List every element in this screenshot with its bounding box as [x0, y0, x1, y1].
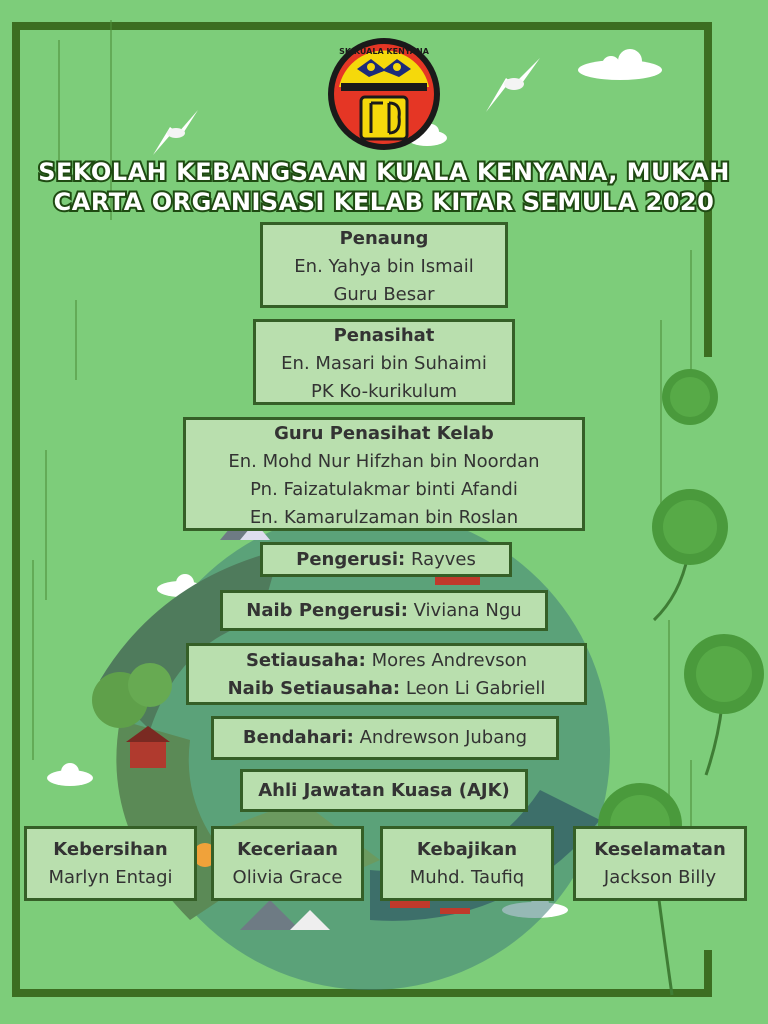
penasihat-title: Penasihat [333, 325, 435, 346]
unit-name: Jackson Billy [603, 867, 717, 888]
rain-streak [690, 250, 692, 370]
naib-setiausaha-label: Naib Setiausaha: [227, 678, 401, 699]
naib-pengerusi-label: Naib Pengerusi: [246, 600, 408, 621]
tree-icon [640, 485, 740, 625]
setiausaha-box [186, 643, 587, 705]
penaung-name: En. Yahya bin Ismail [294, 256, 474, 277]
setiausaha-name: Mores Andrevson [371, 650, 528, 671]
tree-icon [678, 630, 768, 780]
naib-setiausaha-name: Leon Li Gabriell [405, 678, 546, 699]
school-logo [327, 37, 441, 151]
bendahari-label: Bendahari: [242, 727, 354, 748]
tree-icon [655, 365, 725, 435]
unit-box-kebajikan [380, 826, 554, 901]
rain-streak [75, 300, 77, 380]
cloud-icon [575, 45, 665, 81]
naib-pengerusi-box [220, 590, 548, 631]
frame-top [12, 22, 712, 30]
pengerusi-name: Rayves [410, 549, 476, 570]
bendahari-name: Andrewson Jubang [359, 727, 528, 748]
unit-title: Kebersihan [53, 839, 168, 860]
penasihat-box [253, 319, 515, 405]
penaung-box [260, 222, 508, 308]
guru-penasihat-title: Guru Penasihat Kelab [274, 423, 494, 444]
unit-title: Keceriaan [237, 839, 338, 860]
unit-box-keceriaan [211, 826, 364, 901]
unit-title: Kebajikan [416, 839, 518, 860]
unit-name: Muhd. Taufiq [409, 867, 525, 888]
header-line-1: SEKOLAH KEBANGSAAN KUALA KENYANA, MUKAH [38, 158, 730, 186]
unit-name: Olivia Grace [232, 867, 343, 888]
logo-text: SK KUALA KENYANA [339, 47, 429, 56]
unit-box-kebersihan [24, 826, 197, 901]
guru-penasihat-name: Pn. Faizatulakmar binti Afandi [250, 479, 518, 500]
guru-penasihat-name: En. Kamarulzaman bin Roslan [249, 507, 519, 528]
seagull-icon [148, 105, 203, 160]
guru-penasihat-box [183, 417, 585, 531]
pengerusi-box [260, 542, 512, 577]
seagull-icon [482, 52, 544, 114]
header-line-2: CARTA ORGANISASI KELAB KITAR SEMULA 2020 [53, 188, 715, 216]
guru-penasihat-name: En. Mohd Nur Hifzhan bin Noordan [228, 451, 540, 472]
setiausaha-label: Setiausaha: [245, 650, 366, 671]
naib-pengerusi-name: Viviana Ngu [413, 600, 522, 621]
penasihat-name: En. Masari bin Suhaimi [281, 353, 487, 374]
unit-name: Marlyn Entagi [48, 867, 173, 888]
unit-title: Keselamatan [594, 839, 726, 860]
penaung-title: Penaung [339, 228, 429, 249]
ajk-title: Ahli Jawatan Kuasa (AJK) [258, 780, 510, 801]
penaung-role: Guru Besar [333, 284, 435, 305]
rain-streak [668, 620, 670, 800]
bendahari-box [211, 716, 559, 760]
rain-streak [32, 560, 34, 760]
unit-box-keselamatan [573, 826, 747, 901]
rain-streak [58, 40, 60, 160]
ajk-box [240, 769, 528, 812]
pengerusi-label: Pengerusi: [296, 549, 406, 570]
penasihat-role: PK Ko-kurikulum [310, 381, 458, 402]
